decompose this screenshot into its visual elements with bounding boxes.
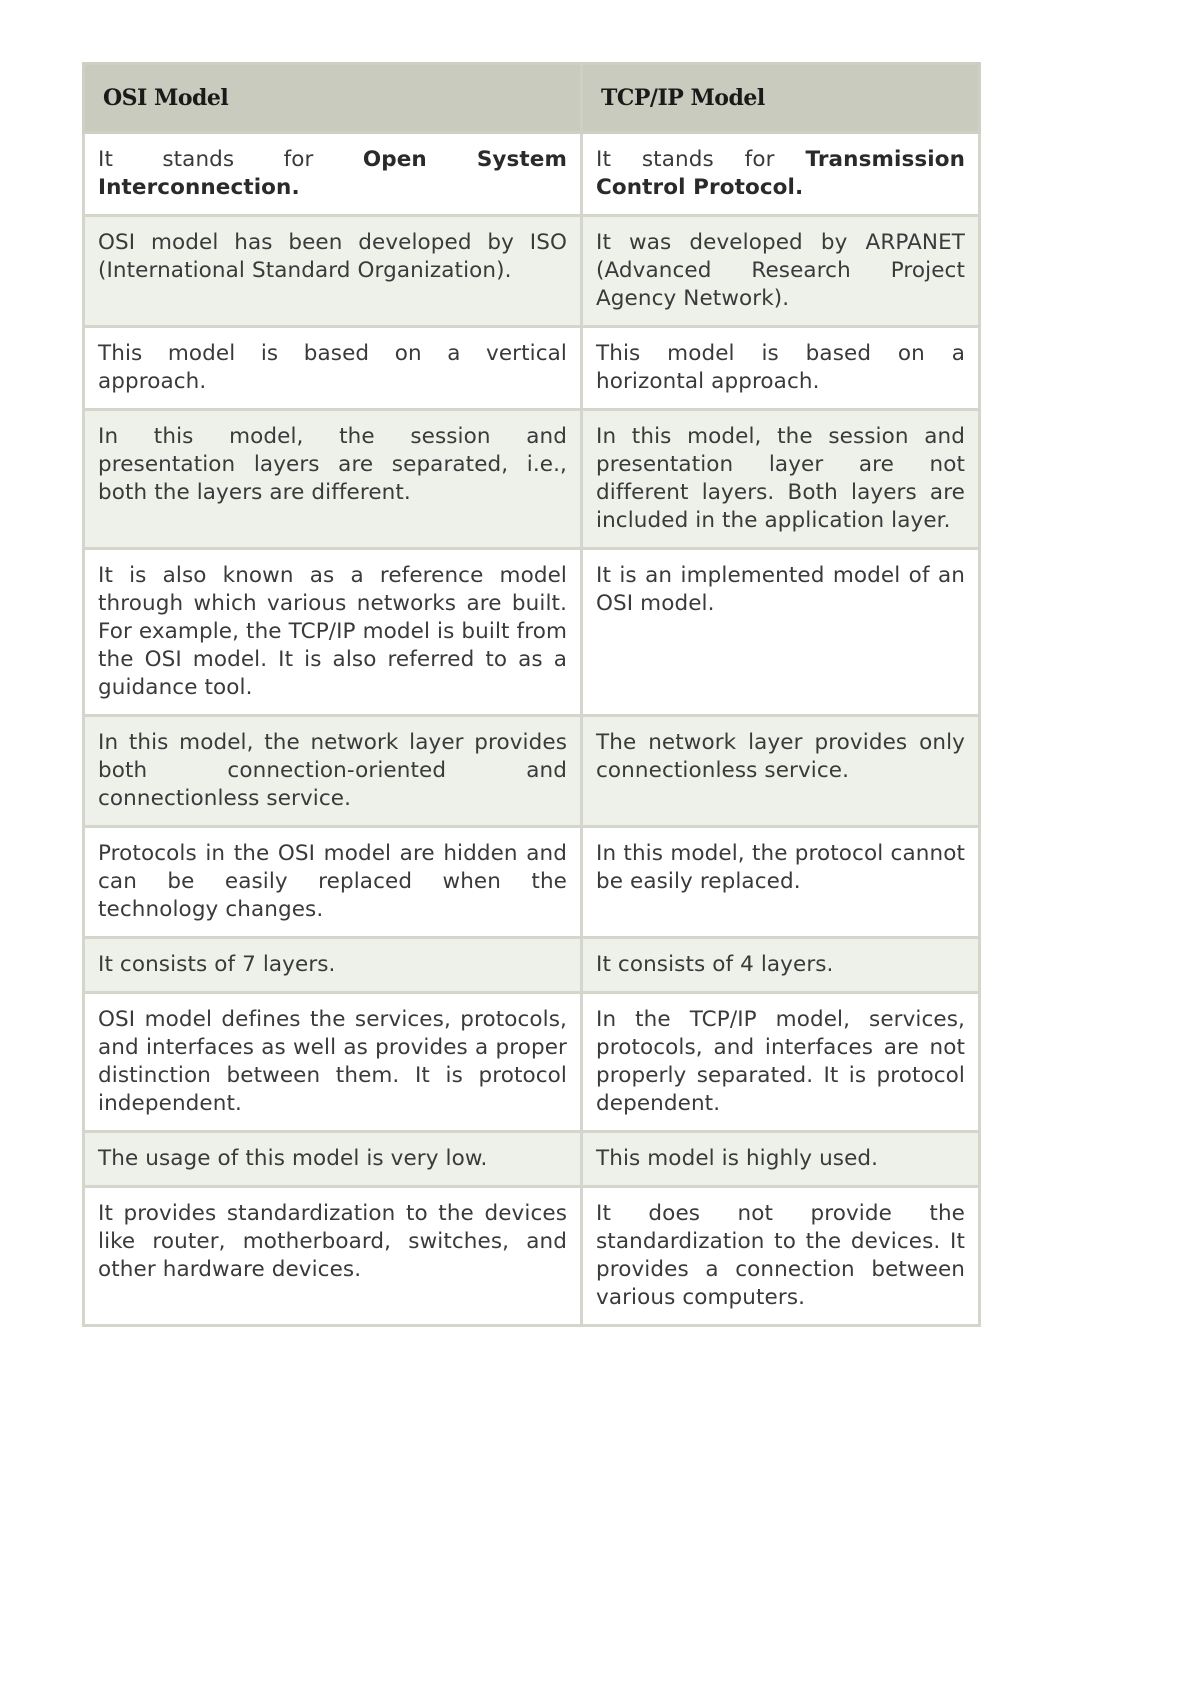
table-row bbox=[84, 216, 980, 327]
tcpip-cell: It consists of 4 layers. bbox=[582, 938, 980, 993]
header-osi-model: OSI Model bbox=[84, 64, 582, 133]
osi-cell: OSI model has been developed by ISO (International Standard Organization). bbox=[84, 216, 582, 327]
table-row bbox=[84, 1132, 980, 1187]
table-row bbox=[84, 549, 980, 716]
table-row bbox=[84, 327, 980, 410]
osi-cell: It provides standardization to the devices like router, motherboard, switches, and other hardware devices. bbox=[84, 1187, 582, 1326]
osi-cell: In this model, the session and presentation layers are separated, i.e., both the layers are different. bbox=[84, 410, 582, 549]
table-row bbox=[84, 1187, 980, 1326]
tcpip-cell: In this model, the session and presentation layer are not different layers. Both layers are included in the application layer. bbox=[582, 410, 980, 549]
cell-text: It stands for bbox=[98, 147, 363, 172]
table-row bbox=[84, 827, 980, 938]
osi-cell: In this model, the network layer provides both connection-oriented and connectionless service. bbox=[84, 716, 582, 827]
osi-cell: Protocols in the OSI model are hidden and can be easily replaced when the technology changes. bbox=[84, 827, 582, 938]
cell-bold-text: Transmission Control Protocol. bbox=[596, 147, 965, 200]
table-row bbox=[84, 938, 980, 993]
tcpip-cell: In this model, the protocol cannot be easily replaced. bbox=[582, 827, 980, 938]
table-row bbox=[84, 993, 980, 1132]
osi-cell bbox=[84, 133, 582, 216]
tcpip-cell: In the TCP/IP model, services, protocols, and interfaces are not properly separated. It is protocol dependent. bbox=[582, 993, 980, 1132]
table-row bbox=[84, 716, 980, 827]
tcpip-cell: It was developed by ARPANET (Advanced Research Project Agency Network). bbox=[582, 216, 980, 327]
tcpip-cell bbox=[582, 133, 980, 216]
tcpip-cell: It is an implemented model of an OSI model. bbox=[582, 549, 980, 716]
tcpip-cell: The network layer provides only connectionless service. bbox=[582, 716, 980, 827]
table-row bbox=[84, 133, 980, 216]
tcpip-cell: This model is highly used. bbox=[582, 1132, 980, 1187]
header-row bbox=[84, 64, 980, 133]
cell-text: It stands for bbox=[596, 147, 806, 172]
cell-bold-text: Open System Interconnection. bbox=[98, 147, 567, 200]
table-row bbox=[84, 410, 980, 549]
tcpip-cell: This model is based on a horizontal approach. bbox=[582, 327, 980, 410]
comparison-table bbox=[82, 62, 981, 1327]
osi-cell: OSI model defines the services, protocols, and interfaces as well as provides a proper distinction between them. It is protocol independent. bbox=[84, 993, 582, 1132]
document-page bbox=[82, 62, 978, 1327]
osi-cell: The usage of this model is very low. bbox=[84, 1132, 582, 1187]
osi-cell: It consists of 7 layers. bbox=[84, 938, 582, 993]
osi-cell: It is also known as a reference model through which various networks are built. For example, the TCP/IP model is built from the OSI model. It is also referred to as a guidance tool. bbox=[84, 549, 582, 716]
osi-cell: This model is based on a vertical approach. bbox=[84, 327, 582, 410]
header-tcpip-model: TCP/IP Model bbox=[582, 64, 980, 133]
tcpip-cell: It does not provide the standardization to the devices. It provides a connection between various computers. bbox=[582, 1187, 980, 1326]
